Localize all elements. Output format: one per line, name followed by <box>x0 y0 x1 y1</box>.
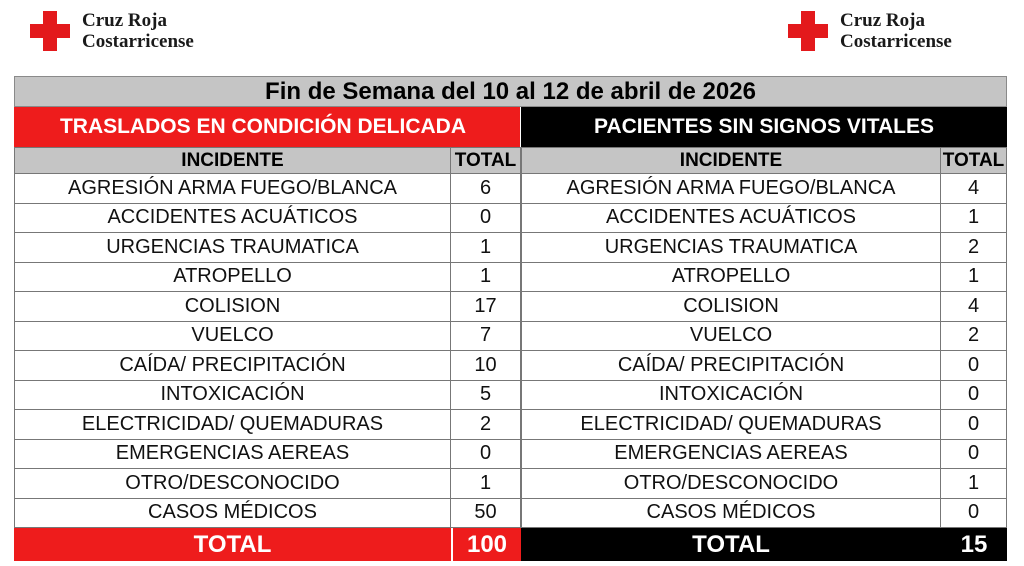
table-row <box>521 322 1007 352</box>
total-cell: 1 <box>451 233 521 262</box>
table-row <box>14 233 521 263</box>
red-cross-icon <box>788 11 828 51</box>
total-cell: 4 <box>941 174 1007 203</box>
table-row <box>521 263 1007 293</box>
incident-cell: ELECTRICIDAD/ QUEMADURAS <box>521 410 941 439</box>
table-row <box>14 351 521 381</box>
incident-cell: ATROPELLO <box>14 263 451 292</box>
traslados-panel <box>14 107 521 561</box>
table-row <box>521 233 1007 263</box>
table-row <box>521 204 1007 234</box>
column-header-row <box>14 147 521 174</box>
sin-signos-total-row <box>521 528 1007 561</box>
incident-cell: VUELCO <box>14 322 451 351</box>
total-cell: 6 <box>451 174 521 203</box>
table-row <box>14 410 521 440</box>
table-row <box>14 263 521 293</box>
total-cell: 0 <box>451 204 521 233</box>
total-column-header: TOTAL <box>451 148 521 173</box>
incident-cell: EMERGENCIAS AEREAS <box>521 440 941 469</box>
total-cell: 0 <box>941 410 1007 439</box>
total-cell: 5 <box>451 381 521 410</box>
incident-cell: INTOXICACIÓN <box>14 381 451 410</box>
total-cell: 2 <box>451 410 521 439</box>
total-cell: 0 <box>941 499 1007 528</box>
total-label: TOTAL <box>193 530 272 558</box>
incident-cell: OTRO/DESCONOCIDO <box>521 469 941 498</box>
total-cell: 0 <box>941 351 1007 380</box>
incident-cell: ATROPELLO <box>521 263 941 292</box>
total-cell: 1 <box>941 469 1007 498</box>
report-title: Fin de Semana del 10 al 12 de abril de 2026 <box>14 76 1007 107</box>
total-cell: 1 <box>451 263 521 292</box>
table-row <box>14 174 521 204</box>
incident-cell: ELECTRICIDAD/ QUEMADURAS <box>14 410 451 439</box>
incident-cell: URGENCIAS TRAUMATICA <box>521 233 941 262</box>
logo-line-2: Costarricense <box>82 31 194 52</box>
incident-cell: COLISION <box>521 292 941 321</box>
incident-cell: OTRO/DESCONOCIDO <box>14 469 451 498</box>
table-row <box>521 440 1007 470</box>
total-cell: 50 <box>451 499 521 528</box>
table-row <box>521 410 1007 440</box>
incident-cell: URGENCIAS TRAUMATICA <box>14 233 451 262</box>
total-cell: 0 <box>941 440 1007 469</box>
total-cell: 1 <box>941 263 1007 292</box>
incident-cell: CASOS MÉDICOS <box>14 499 451 528</box>
table-row <box>521 351 1007 381</box>
total-cell: 7 <box>451 322 521 351</box>
incident-cell: AGRESIÓN ARMA FUEGO/BLANCA <box>521 174 941 203</box>
total-cell: 0 <box>451 440 521 469</box>
incident-cell: CASOS MÉDICOS <box>521 499 941 528</box>
table-row <box>14 204 521 234</box>
traslados-total-row <box>14 528 521 561</box>
incident-cell: INTOXICACIÓN <box>521 381 941 410</box>
table-row <box>521 499 1007 529</box>
incident-cell: COLISION <box>14 292 451 321</box>
incident-cell: EMERGENCIAS AEREAS <box>14 440 451 469</box>
table-row <box>521 174 1007 204</box>
total-column-header: TOTAL <box>941 148 1007 173</box>
incident-column-header: INCIDENTE <box>14 148 451 173</box>
cruz-roja-logo-left <box>30 10 194 52</box>
total-cell: 10 <box>451 351 521 380</box>
total-label: TOTAL <box>692 530 770 558</box>
total-cell: 2 <box>941 322 1007 351</box>
traslados-grand-total: 100 <box>451 528 521 561</box>
total-cell: 0 <box>941 381 1007 410</box>
total-cell: 17 <box>451 292 521 321</box>
logo-line-1: Cruz Roja <box>840 10 925 31</box>
total-cell: 4 <box>941 292 1007 321</box>
incident-cell: CAÍDA/ PRECIPITACIÓN <box>521 351 941 380</box>
cruz-roja-logo-right <box>788 10 952 52</box>
table-row <box>14 292 521 322</box>
incident-cell: VUELCO <box>521 322 941 351</box>
table-row <box>521 469 1007 499</box>
column-header-row <box>521 147 1007 174</box>
incident-cell: ACCIDENTES ACUÁTICOS <box>14 204 451 233</box>
logo-text <box>840 10 952 52</box>
traslados-heading: TRASLADOS EN CONDICIÓN DELICADA <box>14 107 520 147</box>
total-cell: 1 <box>451 469 521 498</box>
sin-signos-panel <box>521 107 1007 561</box>
total-cell: 1 <box>941 204 1007 233</box>
table-row <box>521 381 1007 411</box>
table-row <box>14 381 521 411</box>
sin-signos-heading: PACIENTES SIN SIGNOS VITALES <box>521 107 1007 147</box>
logo-text <box>82 10 194 52</box>
table-row <box>14 440 521 470</box>
table-row <box>521 292 1007 322</box>
red-cross-icon <box>30 11 70 51</box>
table-row <box>14 469 521 499</box>
logo-line-2: Costarricense <box>840 31 952 52</box>
incident-column-header: INCIDENTE <box>521 148 941 173</box>
report-table <box>14 76 1007 561</box>
total-cell: 2 <box>941 233 1007 262</box>
table-row <box>14 322 521 352</box>
incident-cell: ACCIDENTES ACUÁTICOS <box>521 204 941 233</box>
incident-cell: AGRESIÓN ARMA FUEGO/BLANCA <box>14 174 451 203</box>
table-row <box>14 499 521 529</box>
incident-cell: CAÍDA/ PRECIPITACIÓN <box>14 351 451 380</box>
logo-line-1: Cruz Roja <box>82 10 167 31</box>
sin-signos-grand-total: 15 <box>960 530 988 558</box>
